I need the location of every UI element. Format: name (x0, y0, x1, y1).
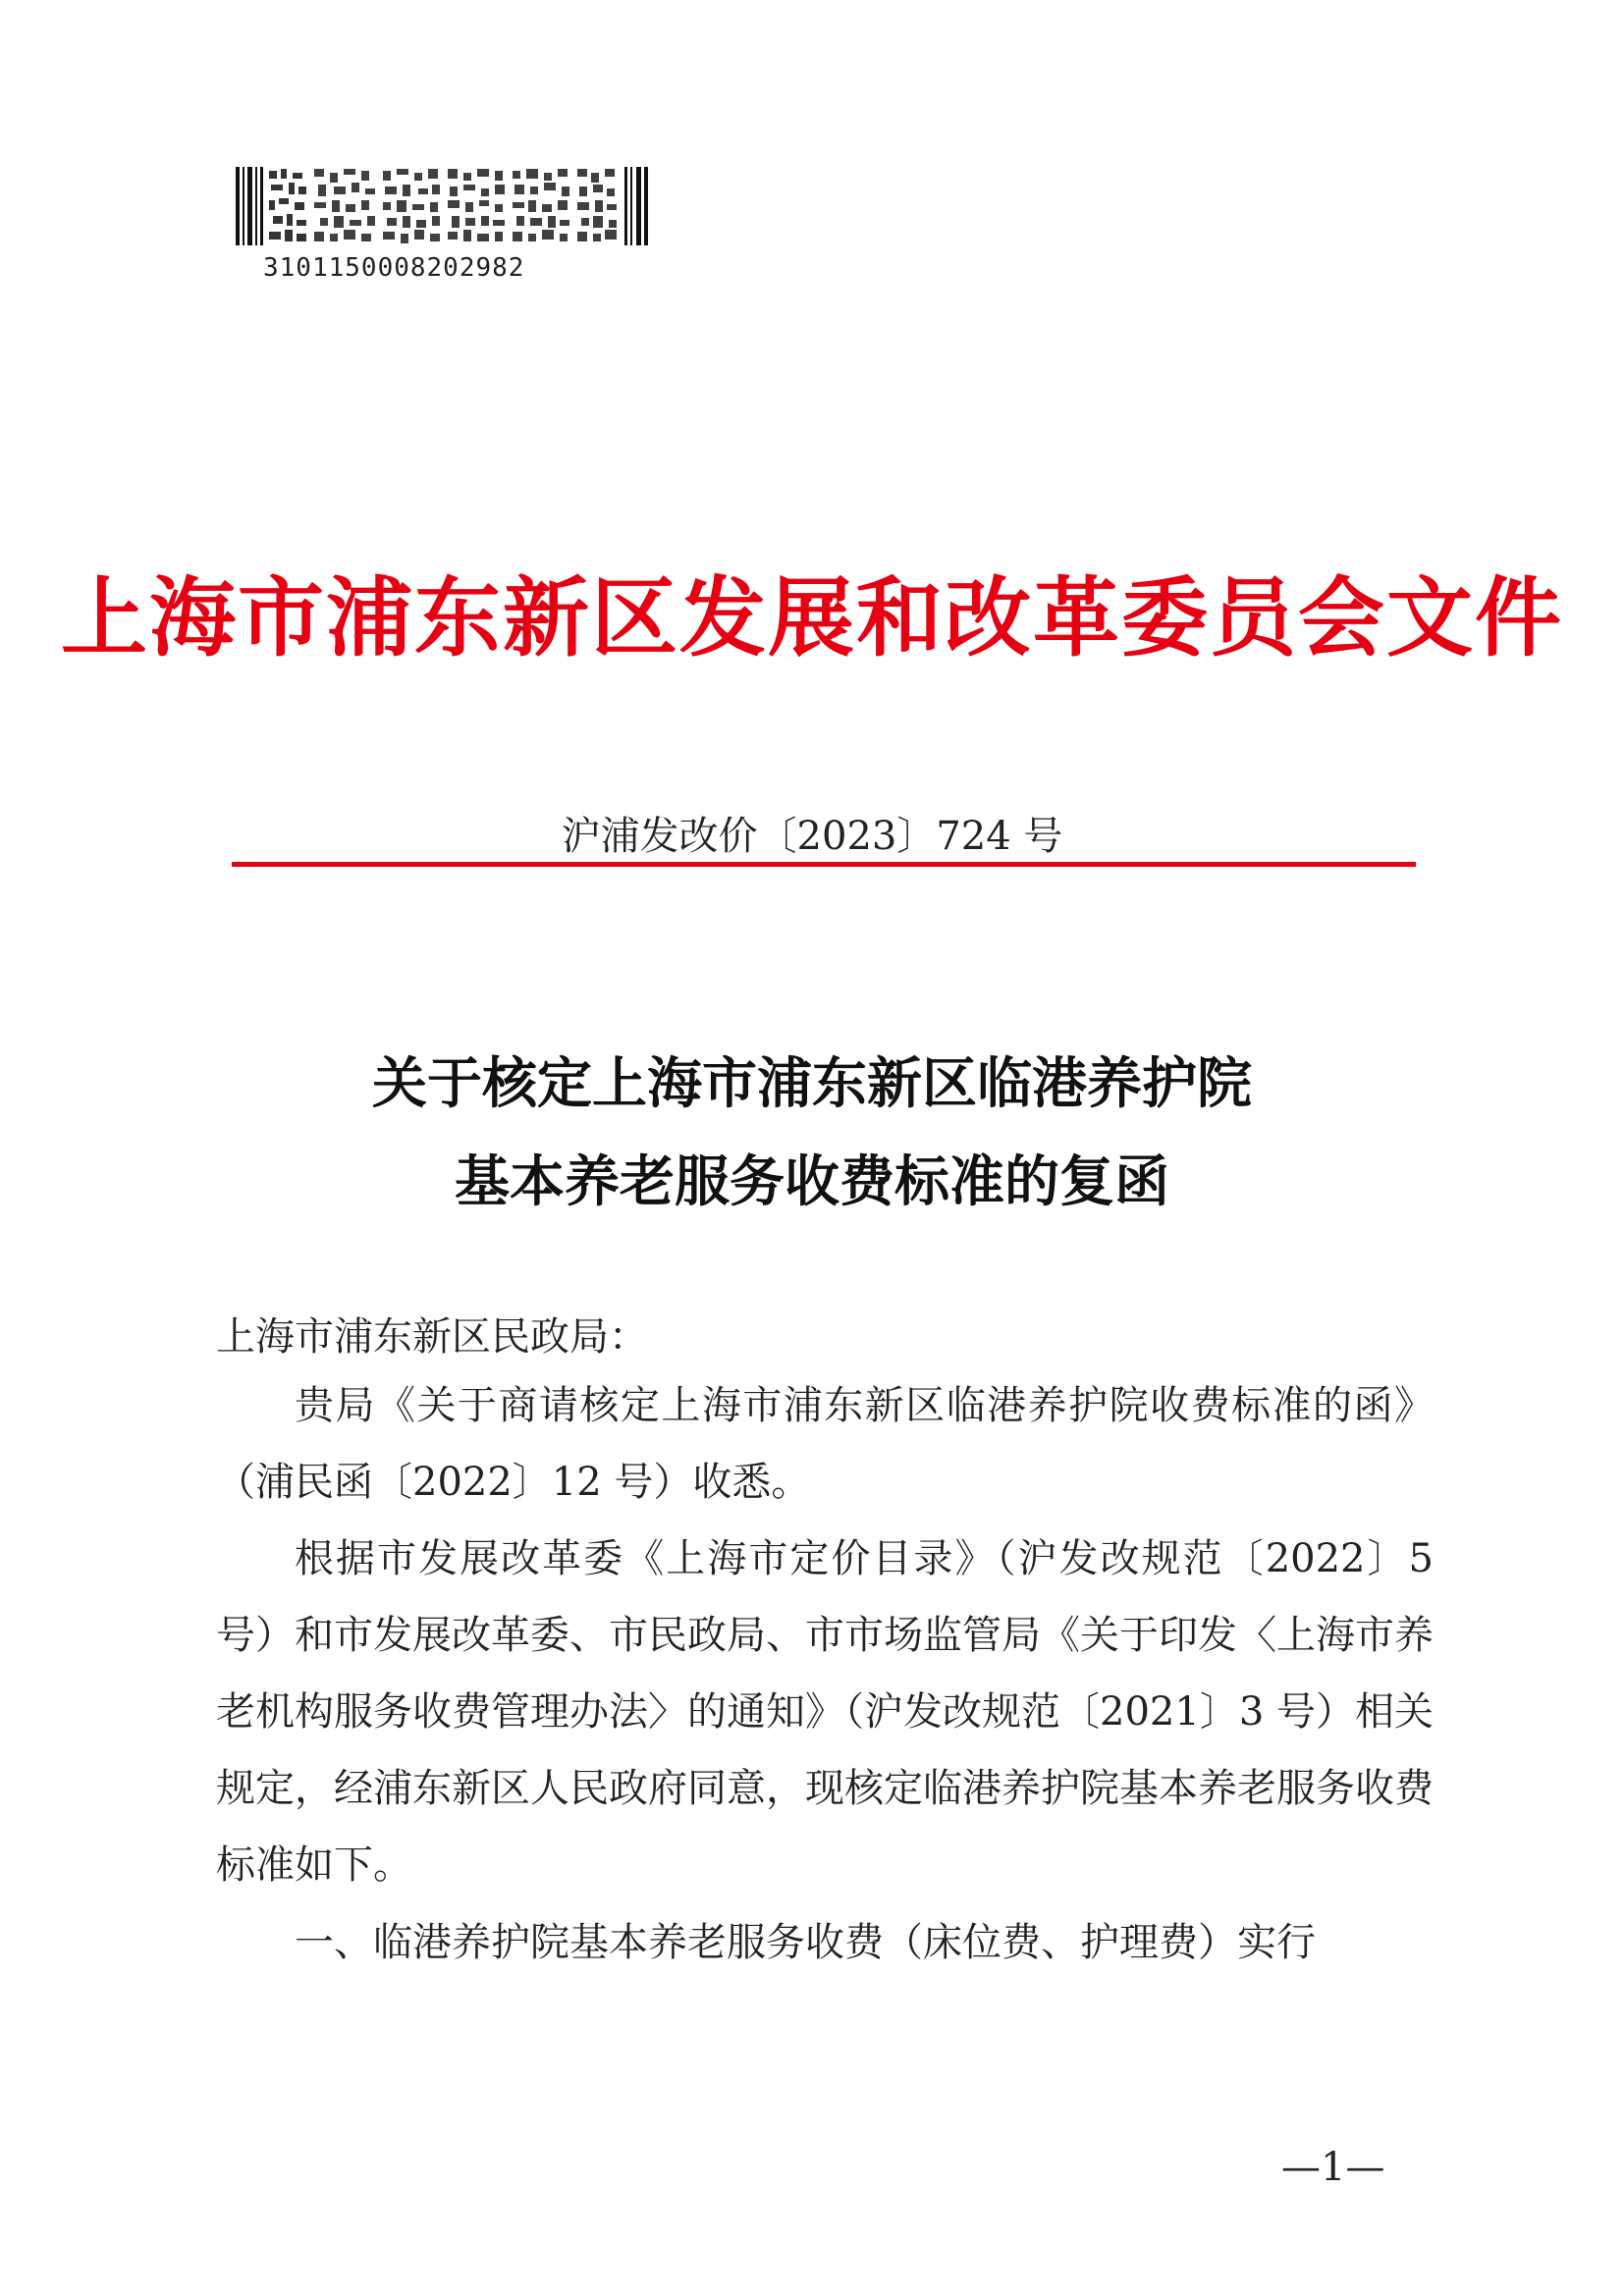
barcode-number: 3101150008202982 (263, 253, 525, 283)
body-paragraph: 贵局《关于商请核定上海市浦东新区临港养护院收费标准的函》（浦民函〔2022〕12 号）收悉。 (216, 1383, 1434, 1505)
addressee: 上海市浦东新区民政局： (216, 1314, 648, 1360)
masthead-title: 上海市浦东新区发展和改革委员会文件 (60, 566, 1563, 668)
document-title-line-1: 关于核定上海市浦东新区临港养护院 (372, 1051, 1252, 1116)
document-title-line-2: 基本养老服务收费标准的复函 (455, 1149, 1169, 1214)
document-barcode (236, 167, 648, 245)
red-divider (232, 862, 1416, 867)
page-number: —1— (1281, 2145, 1385, 2190)
barcode-icon (236, 167, 648, 245)
document-number: 沪浦发改价〔2023〕724 号 (561, 814, 1063, 859)
body-paragraph: 根据市发展改革委《上海市定价目录》（沪发改规范〔2022〕5 号）和市发展改革委、市民政局、市市场监管局《关于印发〈上海市养老机构服务收费管理办法〉的通知》（沪发改规范〔2021〕3 号）相关规定，经浦东新区人民政府同意，现核定临港养护院基本养老服务收费标准如下。 (216, 1536, 1434, 1888)
body-paragraph: 一、临港养护院基本养老服务收费（床位费、护理费）实行 (295, 1920, 1316, 1965)
